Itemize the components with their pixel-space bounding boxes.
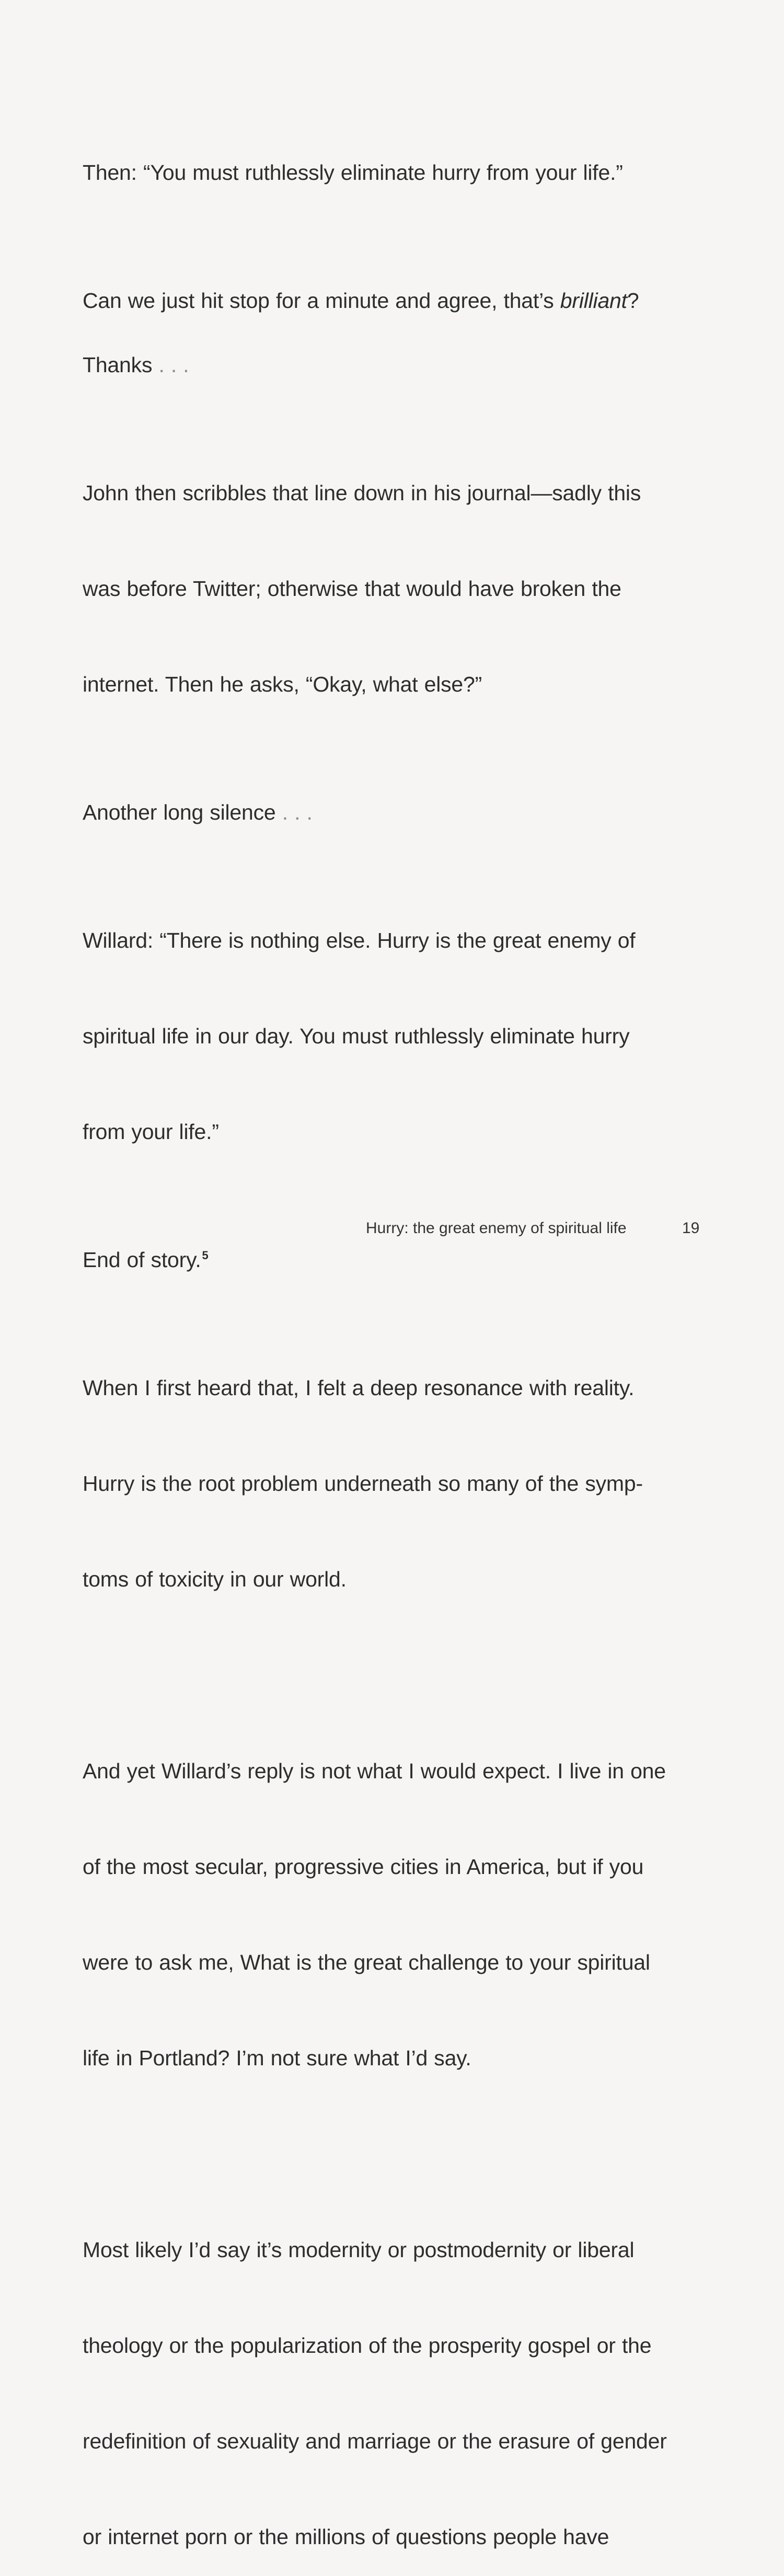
text-line: or internet porn or the millions of questions people have bbox=[83, 2525, 609, 2549]
text-line: life in Portland? I’m not sure what I’d say. bbox=[83, 2046, 471, 2070]
text-segment: End of story. bbox=[83, 1248, 201, 1272]
text-line: Most likely I’d say it’s modernity or postmodernity or liberal bbox=[83, 2238, 635, 2262]
running-title: Hurry: the great enemy of spiritual life bbox=[366, 1220, 627, 1237]
text-line: were to ask me, What is the great challenge to your spiritual bbox=[83, 1950, 650, 1974]
italic-word: brilliant bbox=[560, 289, 627, 313]
text-line: spiritual life in our day. You must ruthlessly eliminate hurry bbox=[83, 1024, 630, 1048]
page-footer bbox=[0, 1220, 784, 1240]
paragraph-6 bbox=[83, 861, 705, 1212]
text-line: John then scribbles that line down in his journal—sadly this bbox=[83, 481, 641, 505]
page-number: 19 bbox=[682, 1220, 700, 1237]
text-segment: Another long silence bbox=[83, 800, 276, 824]
text-line: of the most secular, progressive cities in America, but if you bbox=[83, 1855, 644, 1879]
paragraph-2 bbox=[83, 285, 705, 317]
paragraph-7 bbox=[83, 1244, 705, 1276]
text-line: Hurry is the root problem underneath so many of the symp- bbox=[83, 1471, 643, 1496]
body-text bbox=[83, 93, 705, 2576]
text-line: internet. Then he asks, “Okay, what else?” bbox=[83, 672, 482, 696]
ellipsis: . . . bbox=[152, 353, 189, 377]
footnote-marker[interactable]: 5 bbox=[202, 1249, 209, 1262]
text-line: from your life.” bbox=[83, 1120, 219, 1144]
paragraph-1 bbox=[83, 93, 705, 252]
text-line: theology or the popularization of the prosperity gospel or the bbox=[83, 2333, 652, 2358]
paragraph-3 bbox=[83, 349, 705, 381]
paragraph-5 bbox=[83, 797, 705, 829]
paragraph-10 bbox=[83, 2170, 705, 2576]
paragraph-9 bbox=[83, 1692, 705, 2138]
text-line: was before Twitter; otherwise that would have broken the bbox=[83, 577, 621, 601]
ellipsis: . . . bbox=[275, 800, 313, 824]
text-line: toms of toxicity in our world. bbox=[83, 1567, 347, 1591]
text-line: And yet Willard’s reply is not what I would expect. I live in one bbox=[83, 1759, 666, 1783]
text-line: redefinition of sexuality and marriage or the erasure of gender bbox=[83, 2429, 667, 2453]
text-line: Willard: “There is nothing else. Hurry is the great enemy of bbox=[83, 928, 636, 952]
paragraph-4 bbox=[83, 413, 705, 764]
text-segment: ? bbox=[627, 289, 639, 313]
text-segment: Can we just hit stop for a minute and agree, that’s bbox=[83, 289, 560, 313]
text-line: When I first heard that, I felt a deep resonance with reality. bbox=[83, 1376, 635, 1400]
text-segment: Thanks bbox=[83, 353, 153, 377]
text-line: Then: “You must ruthlessly eliminate hurry from your life.” bbox=[83, 160, 623, 185]
paragraph-8 bbox=[83, 1308, 705, 1659]
